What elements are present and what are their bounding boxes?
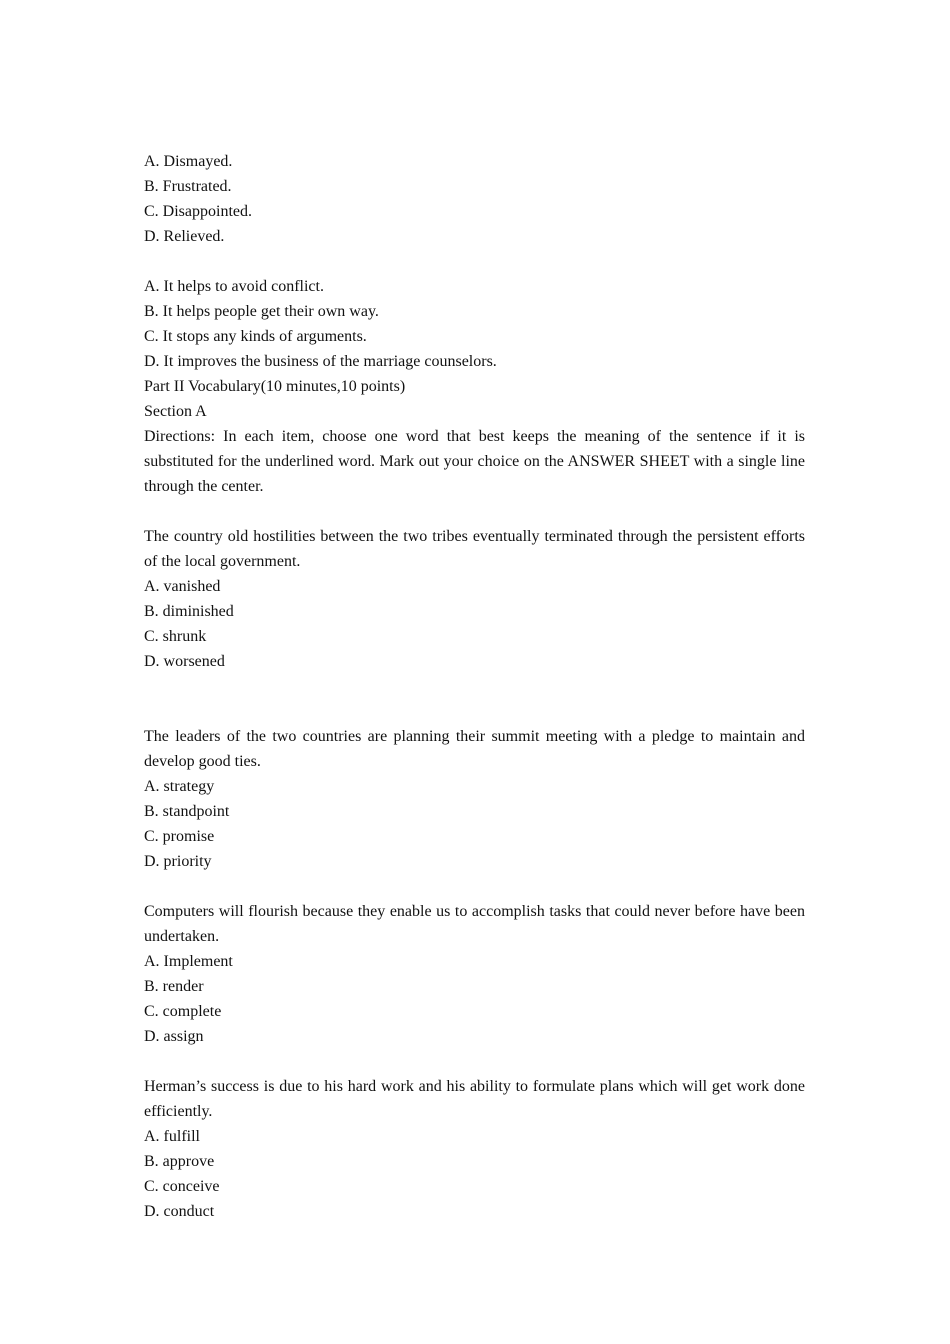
option-d: D. worsened — [144, 653, 225, 670]
prev-question-2-options — [144, 274, 805, 374]
question-stem: Computers will flourish because they enable us to accomplish tasks that could never before have been undertaken. — [144, 903, 805, 945]
question-1 — [144, 524, 805, 674]
option-c: C. complete — [144, 1003, 222, 1020]
option-a: A. Implement — [144, 953, 233, 970]
spacer — [144, 249, 805, 274]
part-title: Part II Vocabulary(10 minutes,10 points) — [144, 378, 406, 395]
option-c: C. shrunk — [144, 628, 207, 645]
option-c: C. conceive — [144, 1178, 220, 1195]
option-d: D. Relieved. — [144, 228, 225, 245]
question-3 — [144, 899, 805, 1049]
option-d: D. conduct — [144, 1203, 215, 1220]
document-page — [144, 149, 805, 1224]
option-c: C. promise — [144, 828, 215, 845]
option-b: B. It helps people get their own way. — [144, 303, 379, 320]
question-stem: The leaders of the two countries are planning their summit meeting with a pledge to maintain and develop good ties. — [144, 728, 805, 770]
option-a: A. It helps to avoid conflict. — [144, 278, 324, 295]
option-d: D. priority — [144, 853, 212, 870]
question-stem: The country old hostilities between the two tribes eventually terminated through the persistent efforts of the local government. — [144, 528, 805, 570]
option-a: A. strategy — [144, 778, 215, 795]
option-d: D. assign — [144, 1028, 204, 1045]
spacer — [144, 1049, 805, 1074]
spacer — [144, 674, 805, 724]
option-d: D. It improves the business of the marriage counselors. — [144, 353, 497, 370]
option-b: B. Frustrated. — [144, 178, 232, 195]
option-a: A. Dismayed. — [144, 153, 233, 170]
directions: Directions: In each item, choose one word that best keeps the meaning of the sentence if it is substituted for the underlined word. Mark out your choice on the ANSWER SHEET with a single line through the center. — [144, 428, 805, 495]
option-b: B. render — [144, 978, 204, 995]
option-a: A. vanished — [144, 578, 221, 595]
prev-question-1-options — [144, 149, 805, 249]
option-b: B. diminished — [144, 603, 234, 620]
question-stem: Herman’s success is due to his hard work and his ability to formulate plans which will get work done efficiently. — [144, 1078, 805, 1120]
question-4 — [144, 1074, 805, 1224]
option-b: B. standpoint — [144, 803, 230, 820]
question-2 — [144, 724, 805, 874]
option-c: C. Disappointed. — [144, 203, 252, 220]
section-title: Section A — [144, 403, 207, 420]
option-b: B. approve — [144, 1153, 215, 1170]
spacer — [144, 499, 805, 524]
option-a: A. fulfill — [144, 1128, 200, 1145]
option-c: C. It stops any kinds of arguments. — [144, 328, 367, 345]
spacer — [144, 874, 805, 899]
